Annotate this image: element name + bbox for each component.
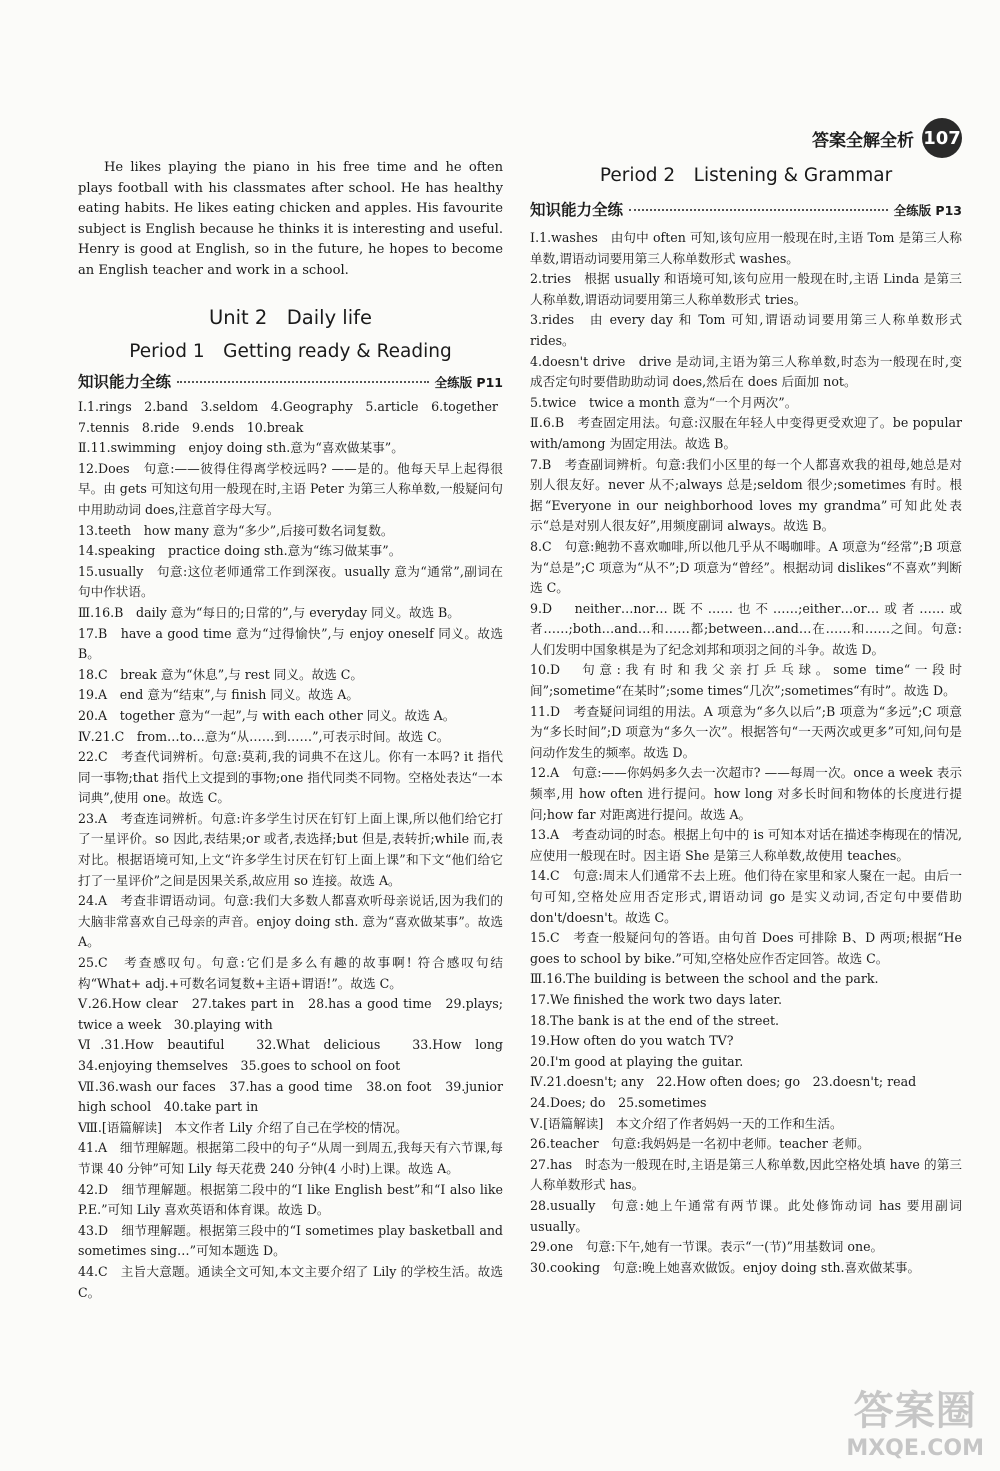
answer-line: 23.A 考查连词辨析。句意:许多学生讨厌在钉钉上面上课,所以他们给它打了一星评价。so 因此,表结果;or 或者,表选择;but 但是,表转折;while 而,表对比。根据语境可知,上文“许多学生讨厌在钉钉上面上课”和下文“他们给它打了一星评价”之间是因果关系,故应用 so 连接。故选 A。 (78, 810, 503, 888)
answer-line: 20.I'm good at playing the guitar. (530, 1053, 744, 1069)
answer-line: 24.A 考查非谓语动词。句意:我们大多数人都喜欢听母亲说话,因为我们的大脑非常喜欢自己母亲的声音。enjoy doing sth. 意为“喜欢做某事”。故选 A。 (78, 893, 503, 950)
answer-line: 4.doesn't drive drive 是动词,主语为第三人称单数,时态为一般现在时,变成否定句时要借助助动词 does,然后在 does 后面加 not。 (530, 353, 962, 390)
answer-line: 17.We finished the work two days later. (530, 991, 782, 1007)
answer-line: 42.D 细节理解题。根据第二段中的“I like English best”和“I also like P.E.”可知 Lily 喜欢英语和体育课。故选 D。 (78, 1181, 503, 1218)
answer-list (530, 228, 962, 1278)
answer-line: Ⅴ.[语篇解读] 本文介绍了作者妈妈一天的工作和生活。 (530, 1115, 843, 1131)
period-title: Period 2 Listening & Grammar (599, 165, 893, 186)
unit-title: Unit 2 Daily life (208, 306, 373, 329)
answer-line: 44.C 主旨大意题。通读全文可知,本文主要介绍了 Lily 的学校生活。故选 C。 (78, 1263, 503, 1300)
answer-line: 9.D neither…nor…既不……也不……;either…or…或者……或者……;both…and…和……都;between…and…在……和……之间。句意:人们发明中国象棋是为了纪念刘邦和项羽之间的斗争。故选 D。 (530, 600, 962, 657)
page-number: 107 (922, 118, 962, 158)
dotted-leader (177, 381, 429, 383)
answer-line: 25.C 考查感叹句。句意:它们是多么有趣的故事啊! 符合感叹句结构“What+ adj.+可数名词复数+主语+谓语!”。故选 C。 (78, 955, 503, 991)
watermark-url: MXQE.COM (846, 1436, 984, 1461)
answer-line: 13.teeth how many 意为“多少”,后接可数名词复数。 (78, 522, 394, 538)
answer-line: Ⅳ.21.doesn't; any 22.How often does; go 23.doesn't; read (530, 1074, 917, 1090)
period-title: Period 1 Getting ready & Reading (129, 341, 452, 362)
passage-text: He likes playing the piano in his free time and he often plays football with his classmates after school. He has healthy eating habits. He likes eating chicken and apples. His favourite subject is English because he thinks it is interesting and useful. Henry is good at English, so in the future, he hopes to become an English teacher and work in a school. (78, 160, 503, 278)
answer-line: Ⅲ.16.B daily 意为“每日的;日常的”,与 everyday 同义。故选 B。 (78, 604, 460, 620)
section-header (78, 370, 503, 392)
page-header (812, 118, 962, 158)
answer-line: 27.has 时态为一般现在时,主语是第三人称单数,因此空格处填 have 的第三人称单数形式 has。 (530, 1156, 962, 1193)
dotted-leader (629, 209, 888, 211)
answer-line: 18.The bank is at the end of the street. (530, 1012, 780, 1028)
section-title: 知识能力全练 (530, 201, 624, 219)
answer-line: 7.tennis 8.ride 9.ends 10.break (78, 419, 304, 435)
answer-line: 26.teacher 句意:我妈妈是一名初中老师。teacher 老师。 (530, 1136, 870, 1152)
answer-line: 29.one 句意:下午,她有一节课。表示“一(节)”用基数词 one。 (530, 1239, 884, 1255)
answer-line: 14.speaking practice doing sth.意为“练习做某事”。 (78, 543, 402, 559)
answer-line: Ⅵ.31.How beautiful 32.What delicious 33.How long 34.enjoying themselves 35.goes to school on foot (78, 1037, 516, 1073)
answer-line: Ⅱ.11.swimming enjoy doing sth.意为“喜欢做某事”。 (78, 440, 404, 456)
answer-line: 19.A end 意为“结束”,与 finish 同义。故选 A。 (78, 687, 359, 703)
answer-line: 7.B 考查副词辨析。句意:我们小区里的每一个人都喜欢我的祖母,她总是对别人很友好。never 从不;always 总是;seldom 很少;sometimes 有时。根据“Everyone in our neighborhood loves my grandma”可知此处表示“总是对别人很友好”,用频度副词 always。故选 B。 (530, 456, 962, 534)
answer-line: Ⅶ.36.wash our faces 37.has a good time 38.on foot 39.junior high school 40.take part in (78, 1078, 503, 1115)
answer-line: 12.Does 句意:——彼得住得离学校远吗? ——是的。他每天早上起得很早。由 gets 可知这句用一般现在时,主语 Peter 为第三人称单数,一般疑问句中用助动词 does,注意首字母大写。 (78, 460, 503, 517)
watermark-logo-text: 答案圈 (853, 1388, 977, 1434)
answer-line: 22.C 考查代词辨析。句意:莫莉,我的词典不在这儿。你有一本吗? it 指代同一事物;that 指代上文提到的事物;one 指代同类不同物。空格处表达“一本词典”,使用 one。故选 C。 (78, 749, 503, 806)
answer-line: 15.usually 句意:这位老师通常工作到深夜。usually 意为“通常”,副词在句中作状语。 (78, 563, 503, 600)
watermark (846, 1379, 984, 1461)
answer-line: 43.D 细节理解题。根据第三段中的“I sometimes play basketball and sometimes sing…”可知本题选 D。 (78, 1222, 503, 1259)
answer-line: Ⅷ.[语篇解读] 本文作者 Lily 介绍了自己在学校的情况。 (78, 1119, 408, 1135)
answer-line: Ⅲ.16.The building is between the school and the park. (530, 971, 879, 987)
answer-line: Ⅰ.1.washes 由句中 often 可知,该句应用一般现在时,主语 Tom 是第三人称单数,谓语动词要用第三人称单数形式 washes。 (530, 230, 962, 266)
section-reference: 全练版 P13 (893, 203, 962, 218)
answer-line: 15.C 考查一般疑问句的答语。由句首 Does 可排除 B、D 两项;根据“He goes to school by bike.”可知,空格处应作否定回答。故选 C。 (530, 930, 962, 966)
header-label: 答案全解全析 (812, 130, 914, 151)
answer-line: 12.A 句意:——你妈妈多久去一次超市? ——每周一次。once a week 表示频率,用 how often 进行提问。how long 对多长时间和物体的长度进行提问;how far 对距离进行提问。故选 A。 (530, 765, 962, 822)
answer-line: Ⅰ.1.rings 2.band 3.seldom 4.Geography 5.article 6.together (78, 399, 498, 414)
answer-line: 5.twice twice a month 意为“一个月两次”。 (530, 394, 798, 410)
answer-line: 13.A 考查动词的时态。根据上句中的 is 可知本对话在描述李梅现在的情况,应使用一般现在时。因主语 She 是第三人称单数,故使用 teaches。 (530, 827, 962, 863)
answer-line: 28.usually 句意:她上午通常有两节课。此处修饰动词 has 要用副词 usually。 (530, 1197, 962, 1234)
answer-line: Ⅱ.6.B 考查固定用法。句意:汉服在年轻人中变得更受欢迎了。be popular with/among 为固定用法。故选 B。 (530, 415, 962, 451)
answer-line: 18.C break 意为“休息”,与 rest 同义。故选 C。 (78, 666, 363, 682)
answer-line: 10.D 句意:我有时和我父亲打乒乓球。some time“一段时间”;sometime“在某时”;some times“几次”;sometimes“有时”。故选 D。 (530, 662, 962, 699)
section-title: 知识能力全练 (78, 373, 172, 391)
answer-line: 41.A 细节理解题。根据第二段中的句子“从周一到周五,我每天有六节课,每节课 40 分钟”可知 Lily 每天花费 240 分钟(4 小时)上课。故选 A。 (78, 1140, 503, 1176)
answer-line: 8.C 句意:鲍勃不喜欢咖啡,所以他几乎从不喝咖啡。A 项意为“经常”;B 项意为“总是”;C 项意为“从不”;D 项意为“曾经”。根据动词 dislikes“不喜欢”判断选 C。 (530, 538, 962, 596)
answer-line: 19.How often do you watch TV? (530, 1033, 734, 1049)
answer-line: Ⅳ.21.C from…to…意为“从……到……”,可表示时间。故选 C。 (78, 728, 450, 744)
section-reference: 全练版 P11 (434, 375, 503, 390)
answer-line: 3.rides 由 every day 和 Tom 可知,谓语动词要用第三人称单数形式 rides。 (530, 312, 962, 348)
answer-line: 11.D 考查疑问词组的用法。A 项意为“多久以后”;B 项意为“多远”;C 项意为“多长时间”;D 项意为“多久一次”。根据答句“一天两次或更多”可知,问句是问动作发生的频率。故选 D。 (530, 703, 962, 760)
answer-line: 14.C 句意:周末人们通常不去上班。他们待在家里和家人聚在一起。由后一句可知,空格处应用否定形式,谓语动词 go 是实义动词,否定句中要借助 don't/doesn't。故选 C。 (530, 868, 962, 925)
answer-line: 2.tries 根据 usually 和语境可知,该句应用一般现在时,主语 Linda 是第三人称单数,谓语动词要用第三人称单数形式 tries。 (530, 271, 962, 307)
answer-list (78, 397, 516, 1303)
answer-line: Ⅴ.26.How clear 27.takes part in 28.has a good time 29.plays; twice a week 30.playing with (78, 996, 503, 1032)
section-header (530, 198, 962, 220)
answer-line: 24.Does; do 25.sometimes (530, 1094, 707, 1110)
answer-line: 30.cooking 句意:晚上她喜欢做饭。enjoy doing sth.喜欢做某事。 (530, 1259, 921, 1275)
answer-line: 17.B have a good time 意为“过得愉快”,与 enjoy oneself 同义。故选 B。 (78, 625, 503, 662)
answer-line: 20.A together 意为“一起”,与 with each other 同义。故选 A。 (78, 707, 456, 723)
